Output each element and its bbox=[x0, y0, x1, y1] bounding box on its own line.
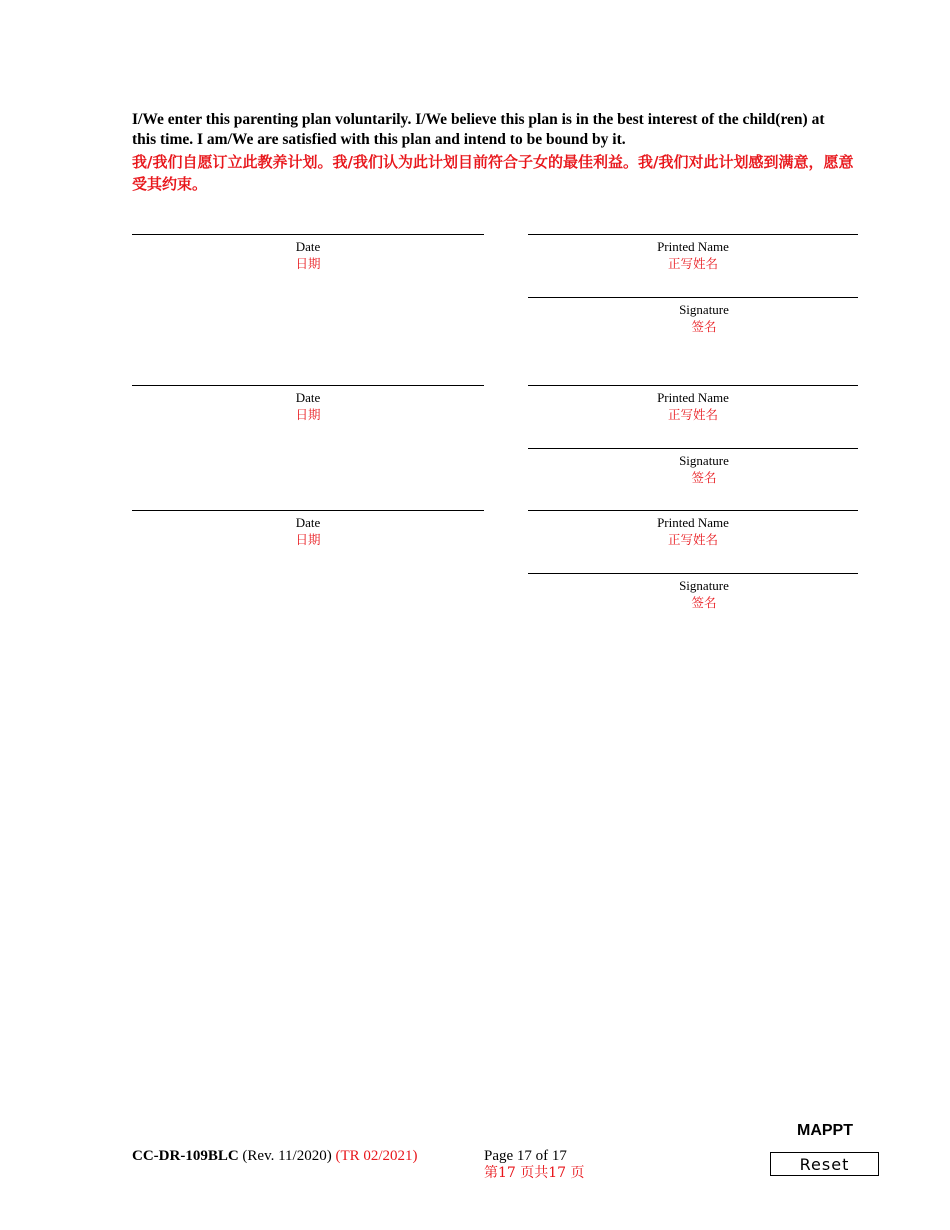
statement-chinese: 我/我们自愿订立此教养计划。我/我们认为此计划目前符合子女的最佳利益。我/我们对此计划感到满意，愿意受其约束。 bbox=[132, 153, 854, 193]
printed-name-label-1 bbox=[528, 238, 858, 272]
printed-name-label-en: Printed Name bbox=[657, 515, 729, 530]
form-code: CC-DR-109BLC bbox=[132, 1148, 239, 1164]
signature-line-3[interactable] bbox=[528, 573, 858, 574]
printed-name-line-3[interactable] bbox=[528, 510, 858, 511]
printed-name-label-en: Printed Name bbox=[657, 390, 729, 405]
date-label-1 bbox=[132, 238, 484, 272]
signature-line-2[interactable] bbox=[528, 448, 858, 449]
form-id bbox=[132, 1148, 418, 1165]
printed-name-label-en: Printed Name bbox=[657, 239, 729, 254]
date-line-1[interactable] bbox=[132, 234, 484, 235]
signature-label-2 bbox=[550, 452, 858, 486]
printed-name-label-zh: 正写姓名 bbox=[667, 407, 718, 422]
printed-name-label-3 bbox=[528, 514, 858, 548]
signature-label-en: Signature bbox=[679, 453, 729, 468]
date-label-en: Date bbox=[295, 390, 321, 405]
date-label-zh: 日期 bbox=[295, 532, 321, 547]
date-line-2[interactable] bbox=[132, 385, 484, 386]
date-label-3 bbox=[132, 514, 484, 548]
printed-name-line-2[interactable] bbox=[528, 385, 858, 386]
date-label-2 bbox=[132, 389, 484, 423]
form-revision: (Rev. 11/2020) bbox=[242, 1148, 332, 1164]
date-label-zh: 日期 bbox=[295, 256, 321, 271]
form-tag: MAPPT bbox=[797, 1122, 853, 1139]
statement-english: I/We enter this parenting plan voluntarily. I/We believe this plan is in the best interest of the child(ren) at this time. I am/We are satisfied with this plan and intend to be bound by it. bbox=[132, 111, 825, 148]
printed-name-line-1[interactable] bbox=[528, 234, 858, 235]
signature-label-zh: 签名 bbox=[691, 319, 717, 334]
signature-label-1 bbox=[550, 301, 858, 335]
page-number bbox=[484, 1148, 585, 1182]
signature-label-3 bbox=[550, 577, 858, 611]
printed-name-label-zh: 正写姓名 bbox=[667, 256, 718, 271]
date-label-zh: 日期 bbox=[295, 407, 321, 422]
signature-label-zh: 签名 bbox=[691, 595, 717, 610]
printed-name-label-2 bbox=[528, 389, 858, 423]
form-translation-date: (TR 02/2021) bbox=[335, 1148, 418, 1164]
signature-label-zh: 签名 bbox=[691, 470, 717, 485]
signature-label-en: Signature bbox=[679, 578, 729, 593]
signature-line-1[interactable] bbox=[528, 297, 858, 298]
signature-label-en: Signature bbox=[679, 302, 729, 317]
date-label-en: Date bbox=[295, 239, 321, 254]
date-label-en: Date bbox=[295, 515, 321, 530]
date-line-3[interactable] bbox=[132, 510, 484, 511]
page-number-zh: 第17 页共17 页 bbox=[484, 1165, 585, 1181]
page-number-en: Page 17 of 17 bbox=[484, 1148, 567, 1164]
printed-name-label-zh: 正写姓名 bbox=[667, 532, 718, 547]
reset-button[interactable]: Reset bbox=[770, 1152, 879, 1176]
